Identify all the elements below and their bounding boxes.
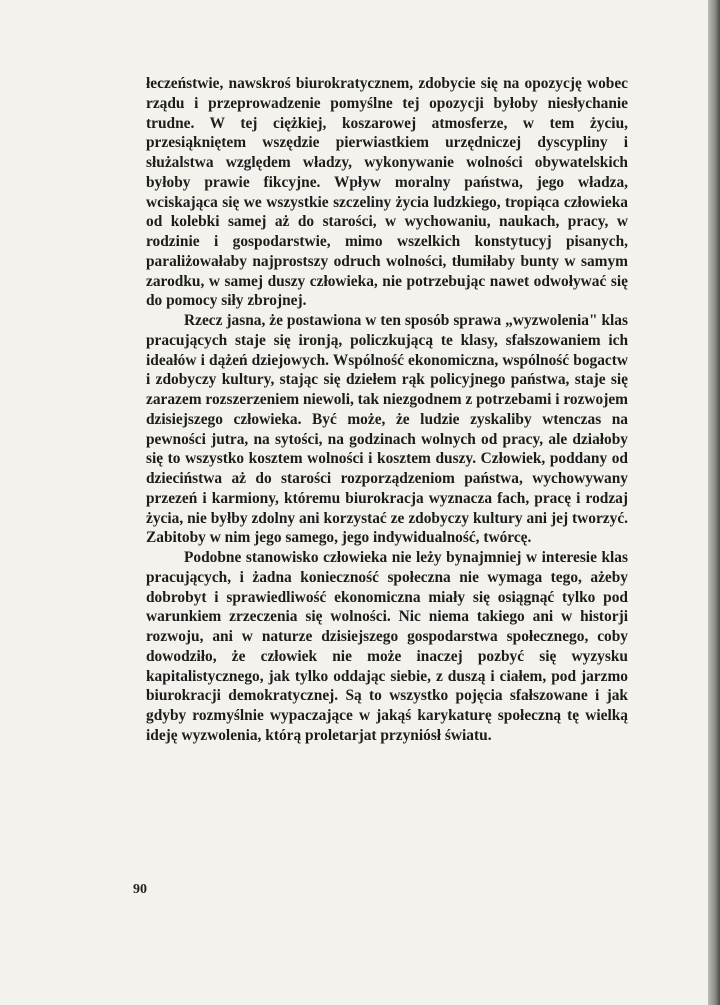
page-edge-shadow — [708, 0, 720, 1005]
body-text — [146, 74, 628, 746]
paragraph-3: Podobne stanowisko człowieka nie leży bynajmniej w interesie klas pracujących, i żadna konieczność społeczna nie wymaga tego, ażeby dobrobyt i sprawiedliwość ekonomiczna miały się osiągnąć tylko pod warunkiem zrzeczenia się wolności. Nic niema takiego ani w historji rozwoju, ani w naturze dzisiejszego gospodarstwa społecznego, coby dowodziło, że człowiek nie może inaczej pozbyć się wyzysku kapitalistycznego, jak tylko oddając siebie, z duszą i ciałem, pod jarzmo biurokracji demokratycznej. Są to wszystko pojęcia sfałszowane i jak gdyby rozmyślnie wypaczające w jakąś karykaturę społeczną tę wielką ideję wyzwolenia, którą proletarjat przyniósł światu. — [146, 549, 628, 744]
page-number: 90 — [133, 882, 147, 897]
paragraph-1: łeczeństwie, nawskroś biurokratycznem, zdobycie się na opozycję wobec rządu i przeprowadzenie pomyślne tej opozycji byłoby niesłychanie trudne. W tej ciężkiej, koszarowej atmosferze, w tem życiu, przesiąkniętem wszędzie pierwiastkiem urzędniczej dyscypliny i służalstwa względem władzy, wykonywanie wolności obywatelskich byłoby prawie fikcyjne. Wpływ moralny państwa, jego władza, wciskająca się we wszystkie szczeliny życia ludzkiego, tropiąca człowieka od kolebki samej aż do starości, w wychowaniu, naukach, pracy, w rodzinie i gospodarstwie, mimo wszelkich konstytucyj pisanych, paraliżowałaby najprostszy odruch wolności, tłumiłaby bunty w samym zarodku, w samej duszy człowieka, nie potrzebując nawet odwoływać się do pomocy siły zbrojnej. — [146, 75, 628, 310]
paragraph-2: Rzecz jasna, że postawiona w ten sposób sprawa „wyzwolenia" klas pracujących staje się ironją, policzkującą te klasy, sfałszowaniem ich ideałów i dążeń dziejowych. Wspólność ekonomiczna, wspólność bogactw i zdobyczy kultury, stając się dziełem rąk policyjnego państwa, staje się zarazem rozszerzeniem niewoli, tak niezgodnem z potrzebami i rozwojem dzisiejszego człowieka. Być może, że ludzie zyskaliby wtenczas na pewności jutra, na sytości, na godzinach wolnych od pracy, ale działoby się to wszystko kosztem wolności i kosztem duszy. Człowiek, poddany od dzieciństwa aż do starości rozporządzeniom państwa, wychowywany przezeń i karmiony, któremu biurokracja wyznacza fach, pracę i rodzaj życia, nie byłby zdolny ani korzystać ze zdobyczy kultury ani jej tworzyć. Zabitoby w nim jego samego, jego indywidualność, twórcę. — [146, 312, 628, 547]
